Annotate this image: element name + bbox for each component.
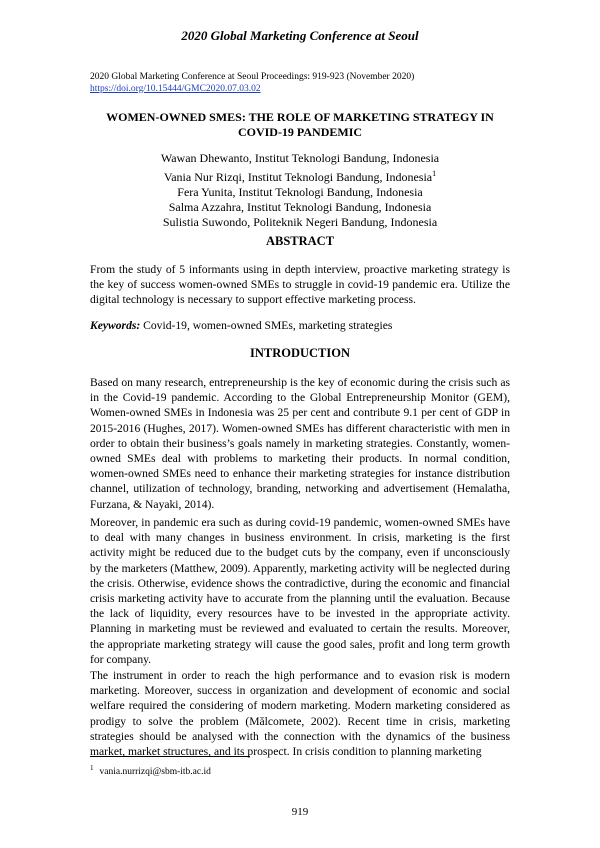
intro-paragraph-1: Based on many research, entrepreneurship is the key of economic during the crisis such as in the Covid-19 pandemic. According to the Global Entrepreneurship Monitor (GEM), Women-owned SMEs in Indonesia was 25 per cent and contribute 9.1 per cent of GDP in 2015-2016 (Hughes, 2017). Women-owned SMEs has different characteristic with men in order to obtain their business’s goals namely in marketing strategies. Constantly, women-owned SMEs deal with problems to marketing their products. In normal condition, women-owned SMEs need to enhance their marketing strategies for instance distribution channel, utilization of technology, branding, networking and advertisement (Hemalatha, Furzana, & Nayaki, 2014). bbox=[90, 376, 510, 511]
author-line: Fera Yunita, Institut Teknologi Bandung, Indonesia bbox=[177, 185, 423, 199]
paper-title-line-2: COVID-19 PANDEMIC bbox=[237, 125, 363, 139]
abstract-heading: ABSTRACT bbox=[265, 234, 335, 248]
footnote-email: vania.nurrizqi@sbm-itb.ac.id bbox=[99, 767, 211, 778]
author-list bbox=[90, 151, 510, 230]
proceedings-info bbox=[90, 71, 414, 95]
footnote-mark: 1 bbox=[432, 169, 437, 178]
intro-paragraph-3: The instrument in order to reach the high performance and to evasion risk is modern marketing. Moreover, success in organization and development of economic and social welfare required the considering of modern marketing. Modern marketing considered as prodigy to solve the problem (Mălcomete, 2002). Recent time in crisis, marketing strategies should be analysed with the connection with the dynamics of the business market, market structures, and its prospect. In crisis condition to planning marketing bbox=[90, 669, 510, 759]
keywords-label: Keywords: bbox=[90, 319, 141, 332]
paper-title-line-1: WOMEN-OWNED SMES: THE ROLE OF MARKETING STRATEGY IN bbox=[106, 110, 494, 124]
keywords-text: Covid-19, women-owned SMEs, marketing strategies bbox=[140, 319, 393, 332]
author-line: Salma Azzahra, Institut Teknologi Bandung, Indonesia bbox=[168, 200, 432, 214]
paper-title bbox=[90, 110, 510, 140]
author-line: Wawan Dhewanto, Institut Teknologi Bandung, Indonesia bbox=[160, 151, 440, 165]
footnote-number: 1 bbox=[90, 764, 94, 772]
footnote bbox=[90, 764, 211, 777]
introduction-heading: INTRODUCTION bbox=[249, 346, 350, 360]
author-line: Sulistia Suwondo, Politeknik Negeri Bandung, Indonesia bbox=[162, 215, 438, 229]
proceedings-citation: 2020 Global Marketing Conference at Seoul Proceedings: 919-923 (November 2020) bbox=[90, 72, 415, 82]
author-line: Vania Nur Rizqi, Institut Teknologi Bandung, Indonesia$^1$ bbox=[163, 169, 437, 184]
doi-link[interactable]: https://doi.org/10.15444/GMC2020.07.03.02 bbox=[90, 84, 261, 94]
abstract-text: From the study of 5 informants using in depth interview, proactive marketing strategy is the key of success women-owned SMEs to struggle in covid-19 pandemic era. Utilize the digital technology is necessary to support effective marketing process. bbox=[90, 263, 510, 307]
intro-paragraph-2: Moreover, in pandemic era such as during covid-19 pandemic, women-owned SMEs have to deal with many changes in business environment. In crisis, marketing is the first activity might be reduced due to the budget cuts by the company, even if unconsciously by the marketers (Matthew, 2009). Apparently, marketing activity will be neglected during the crisis. Otherwise, evidence shows the contradictive, during the economic and financial crisis marketing activity have to accurate from the planning until the evaluation. Because the lack of liquidity, every resources have to be invested in the appropriate activity. Planning in marketing must be reviewed and evaluated to certain the results. Moreover, the appropriate marketing strategy will cause the good sales, profit and long term growth for company. bbox=[90, 516, 510, 666]
page-number: 919 bbox=[291, 806, 309, 818]
footnote-divider bbox=[90, 756, 250, 757]
keywords bbox=[90, 318, 510, 333]
running-header: 2020 Global Marketing Conference at Seoul bbox=[181, 28, 419, 43]
